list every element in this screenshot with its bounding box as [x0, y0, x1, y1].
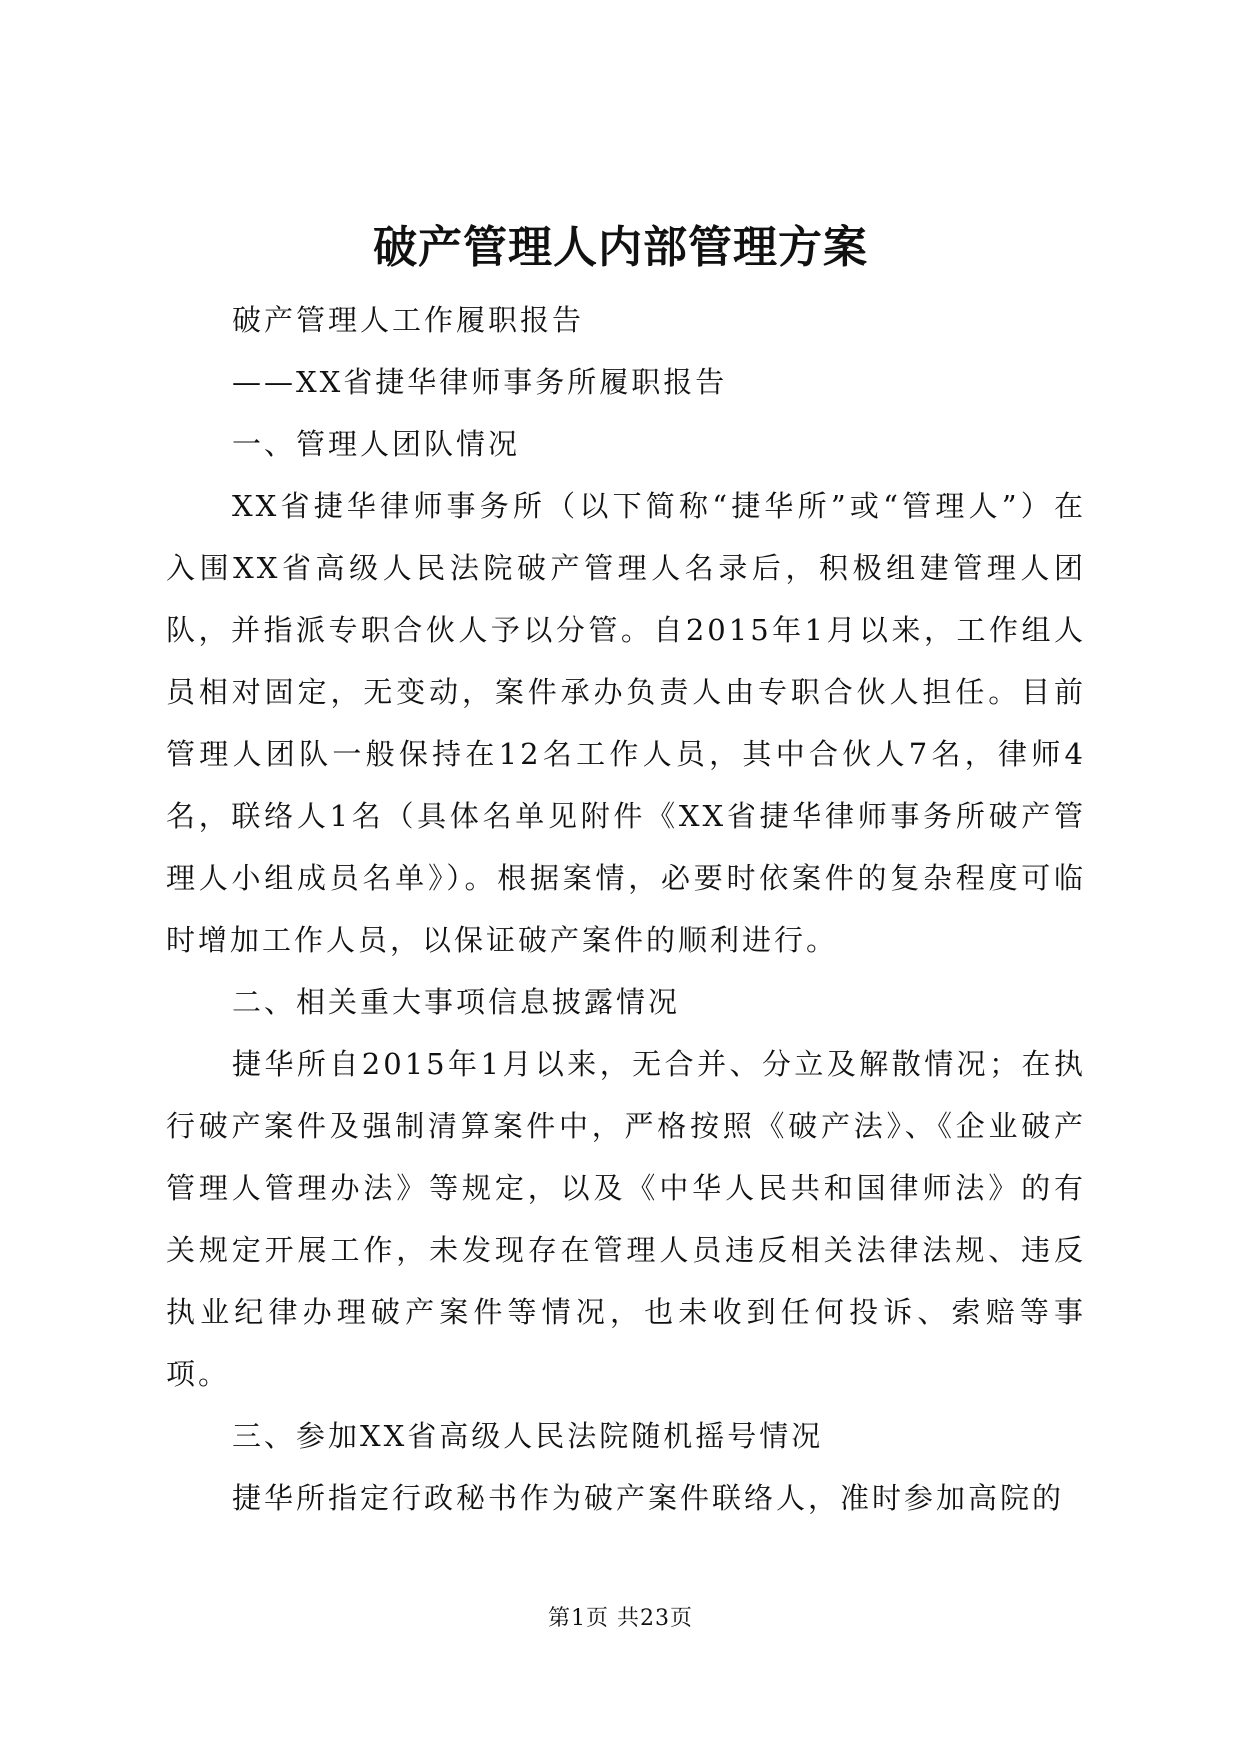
paragraph-report-subheading: ——XX省捷华律师事务所履职报告 [232, 365, 728, 399]
document-body [166, 289, 1086, 1529]
paragraph-report-heading: 破产管理人工作履职报告 [232, 303, 585, 337]
section-heading-disclosure: 二、相关重大事项信息披露情况 [232, 985, 681, 1019]
page-number-footer: 第1页 共23页 [548, 1606, 693, 1631]
paragraph-lottery-details: 捷华所指定行政秘书作为破产案件联络人，准时参加高院的 [232, 1481, 1065, 1515]
document-title: 破产管理人内部管理方案 [373, 222, 868, 273]
section-heading-lottery: 三、参加XX省高级人民法院随机摇号情况 [232, 1419, 824, 1453]
paragraph-team-details: XX省捷华律师事务所（以下简称“捷华所”或“管理人”）在入围XX省高级人民法院破产管理人名录后，积极组建管理人团队，并指派专职合伙人予以分管。自2015年1月以来，工作组人员相对固定，无变动，案件承办负责人由专职合伙人担任。目前管理人团队一般保持在12名工作人员，其中合伙人7名，律师4名，联络人1名（具体名单见附件《XX省捷华律师事务所破产管理人小组成员名单》）。根据案情，必要时依案件的复杂程度可临时增加工作人员，以保证破产案件的顺利进行。 [166, 489, 1086, 957]
section-heading-team: 一、管理人团队情况 [232, 427, 521, 461]
paragraph-disclosure-details: 捷华所自2015年1月以来，无合并、分立及解散情况；在执行破产案件及强制清算案件中，严格按照《破产法》、《企业破产管理人管理办法》等规定，以及《中华人民共和国律师法》的有关规定开展工作，未发现存在管理人员违反相关法律法规、违反执业纪律办理破产案件等情况，也未收到任何投诉、索赔等事项。 [166, 1047, 1086, 1391]
